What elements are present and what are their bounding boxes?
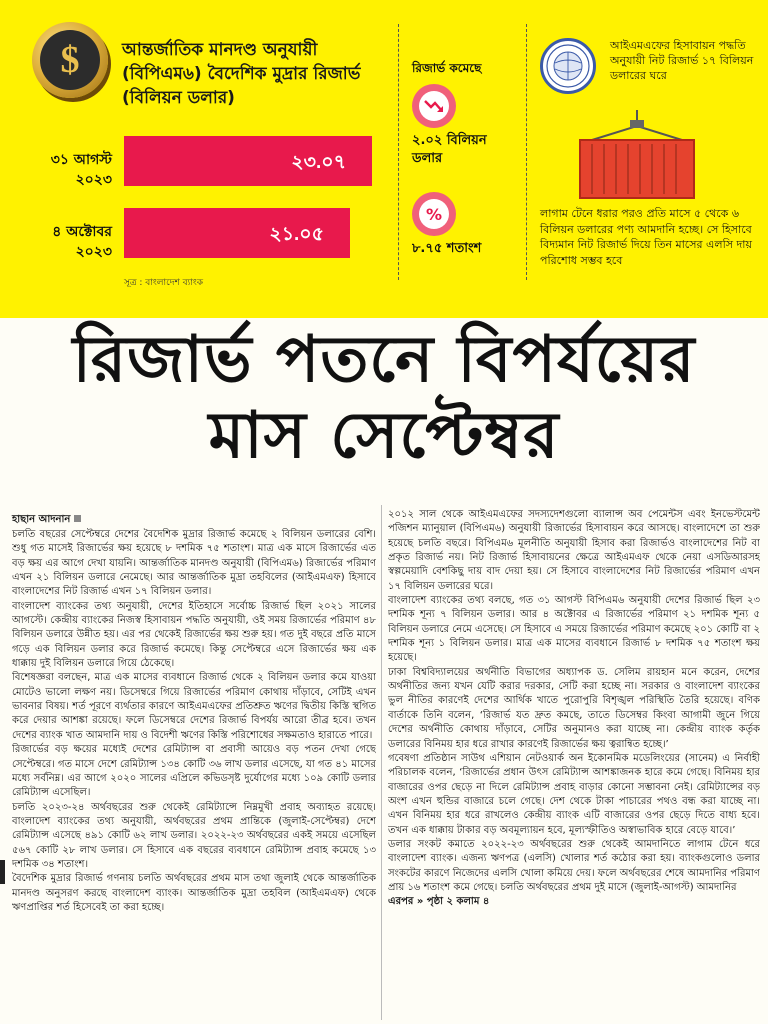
bar-value-august: ২৩.০৭: [291, 152, 346, 173]
infographic-title: আন্তর্জাতিক মানদণ্ড অনুযায়ী (বিপিএম৬) বৈদেশিক মুদ্রার রিজার্ভ (বিলিয়ন ডলার): [122, 40, 361, 108]
bar-label-august: ৩১ আগস্ট ২০২৩: [50, 152, 112, 188]
main-headline: [0, 322, 768, 474]
paragraph: চলতি বছরের সেপ্টেম্বরে দেশের বৈদেশিক মুদ্রার রিজার্ভ কমেছে ২ বিলিয়ন ডলারের বেশি। শুধু গত মাসেই রিজার্ভের ক্ষয় হয়েছে ৮ দশমিক ৭৫ শতাংশ। মাত্র এক মাসে রিজার্ভের এত বড় ক্ষয় এর আগে দেখা যায়নি। আন্তর্জাতিক মানদণ্ড অনুযায়ী (বিপিএম৬) রিজার্ভের পরিমাণ এখন ২১ বিলিয়ন ডলারে নেমেছে। আর আন্তর্জাতিক মুদ্রা তহবিলের (আইএমএফ) হিসাবে বাংলাদেশের নিট রিজার্ভ এখন ১৭ বিলিয়ন ডলার।: [12, 529, 376, 598]
dollar-sign: $: [40, 30, 100, 90]
paragraph: বাংলাদেশ ব্যাংকের তথ্য বলছে, গত ৩১ আগস্ট বিপিএম৬ অনুযায়ী দেশের রিজার্ভ ছিল ২৩ দশমিক শূন্য ৭ বিলিয়ন ডলার। আর ৪ অক্টোবর এ রিজার্ভের পরিমাণ ২১ দশমিক শূন্য ৫ বিলিয়ন ডলারে নেমে এসেছে। সে হিসাবে এ সময়ে রিজার্ভের পরিমাণ কমেছে ২০১ কোটি বা ২ দশমিক শূন্য ১ বিলিয়ন ডলার। মাত্র এক মাসের ব্যবধানে রিজার্ভ ৮ দশমিক ৭৫ শতাংশ ক্ষয় হয়েছে।: [388, 595, 760, 664]
author-name: হাছান আদনান: [12, 514, 71, 525]
headline-line-1: রিজার্ভ পতনে বিপর্যয়ের: [72, 323, 696, 397]
info-divider-2: [526, 24, 527, 280]
bar-label-october: ৪ অক্টোবর ২০২৩: [52, 224, 112, 260]
paragraph: বাংলাদেশ ব্যাংকের তথ্য অনুযায়ী, দেশের ইতিহাসে সর্বোচ্চ রিজার্ভ ছিল ২০২১ সালের আগস্টে। কেন্দ্রীয় ব্যাংকের নিজস্ব হিসাবায়ন পদ্ধতি অনুযায়ী, ওই সময় রিজার্ভের পরিমাণ ৪৮ বিলিয়ন ডলারে উন্নীত হয়। এর পর থেকেই রিজার্ভের ক্ষয় শুরু হয়। গত দুই বছরে প্রতি মাসে গড়ে এক বিলিয়ন ডলার করে রিজার্ভ কমেছে। কিন্তু সেপ্টেম্বরে এসে রিজার্ভের ক্ষয় এক ধাক্কায় দুই বিলিয়ন ডলারে গিয়ে ঠেকেছে।: [12, 600, 376, 670]
dollar-coin-icon: [32, 22, 108, 98]
imf-logo-icon: [540, 38, 596, 94]
reserve-bar-august: [124, 136, 372, 186]
paragraph: ডলার সংকট কমাতে ২০২২-২৩ অর্থবছরের শুরু থেকেই আমদানিতে লাগাম টেনে ধরে বাংলাদেশ ব্যাংক। এজন্য ঋণপত্র (এলসি) খোলার শর্ত কঠোর করা হয়। ব্যাংকগুলোও ডলার সংকটের কারণে নিজেদের এলসি খোলা কমিয়ে দেয়। ফলে অর্থবছরের শেষে আমদানির পরিমাণ প্রায় ১৬ শতাংশ কমে গেছে। চলতি অর্থবছরের প্রথম দুই মাসে (জুলাই-আগস্ট) আমদানির: [388, 838, 760, 893]
paragraph: রিজার্ভের বড় ক্ষয়ের মধ্যেই দেশের রেমিট্যান্স বা প্রবাসী আয়েও বড় পতন দেখা গেছে সেপ্টেম্বরে। গত মাসে দেশে রেমিট্যান্স ১৩৪ কোটি ৩৬ লাখ ডলার এসেছে, যা গত ৪১ মাসের মধ্যে সর্বনিম্ন। এর আগে ২০২০ সালের এপ্রিলে কভিডসৃষ্ট দুর্যোগের মধ্যে ১০৯ কোটি ডলার রেমিট্যান্স এসেছিল।: [12, 744, 376, 799]
paragraph: ঢাকা বিশ্ববিদ্যালয়ের অর্থনীতি বিভাগের অধ্যাপক ড. সেলিম রায়হান মনে করেন, দেশের অর্থনীতির জন্য যখন যেটি করার দরকার, সেটি করা হচ্ছে না। সরকার ও বাংলাদেশ ব্যাংকের ভুল নীতির কারণেই দেশের আর্থিক খাতে পুরোপুরি বিশৃঙ্খল পরিস্থিতি তৈরি হয়েছে। বণিক বার্তাকে তিনি বলেন, ‘রিজার্ভ যত দ্রুত কমছে, তাতে ডিসেম্বর কিংবা আগামী জুনে গিয়ে দেশের অর্থনীতি কোথায় দাঁড়াবে, সেটির অনুমানও করা যাচ্ছে না। কেন্দ্রীয় ব্যাংক কর্তৃক ডলারের বিনিময় হার ধরে রাখার কারণেই রিজার্ভের ক্ষয় ত্বরান্বিত হচ্ছে।’: [388, 666, 760, 750]
paragraph: গবেষণা প্রতিষ্ঠান সাউথ এশিয়ান নেটওয়ার্ক অন ইকোনমিক মডেলিংয়ের (সানেম) এ নির্বাহী পরিচালক বলেন, ‘রিজার্ভের প্রধান উৎস রেমিট্যান্স আশঙ্কাজনক হারে কমে গেছে। বিনিময় হার বাজারের ওপর ছেড়ে না দিলে রেমিট্যান্স প্রবাহ বাড়ার কোনো সম্ভাবনা নেই। রেমিট্যান্সের বড় অংশ এখন হুন্ডির বাজারে চলে গেছে। দেশ থেকে টাকা পাচারের পথও বন্ধ করা যাচ্ছে না। এখন বিনিময় হার ধরে রাখলেও কেন্দ্রীয় ব্যাংক এটি বাজারের ওপর ছেড়ে দিতে বাধ্য হবে। তখন এক ধাক্কায় টাকার বড় অবমূল্যায়ন হবে, মূল্যস্ফীতিও অস্বাভাবিক হারে বেড়ে যাবে।’: [388, 752, 760, 836]
paragraph: ২০১২ সাল থেকে আইএমএফের সদস্যদেশগুলো ব্যালান্স অব পেমেন্টস এবং ইনভেস্টমেন্ট পজিশন ম্যানুয়াল (বিপিএম৬) অনুযায়ী রিজার্ভের হিসাবায়ন করে আসছে। বাংলাদেশে তা শুরু হয়েছে চলতি বছরে। বিপিএম৬ মূলনীতি অনুযায়ী হিসাব করা রিজার্ভও বাংলাদেশের নিট বা প্রকৃত রিজার্ভ নয়। নিট রিজার্ভ হিসাবায়নের ক্ষেত্রে আইএমএফ থেকে নেয়া এসডিআরসহ স্বল্পমেয়াদি বেশকিছু দায় বাদ দেয়া হয়। সে হিসাবে বাংলাদেশের নিট রিজার্ভের পরিমাণ এখন ১৭ বিলিয়ন ডলারের ঘরে।: [388, 509, 760, 592]
paragraph: বিশেষজ্ঞরা বলছেন, মাত্র এক মাসের ব্যবধানে রিজার্ভ থেকে ২ বিলিয়ন ডলার কমে যাওয়া মোটেও ভালো লক্ষণ নয়। ডিসেম্বরে গিয়ে রিজার্ভের পরিমাণ কোথায় দাঁড়াবে, সেটিই এখন ভাবনার বিষয়। শর্ত পূরণে ব্যর্থতার কারণে আইএমএফের প্রতিশ্রুত ঋণের দ্বিতীয় কিস্তি স্থগিত করে দেয়ার আশঙ্কা রয়েছে। ফলে ডিসেম্বরে দেশের রিজার্ভ বিপর্যয় আরো তীব্র হবে। তখন দেশের ব্যাংক খাত আমদানি দায় ও বিদেশী ঋণের কিস্তি পরিশোধের সক্ষমতাও হারাতে পারে।: [12, 672, 376, 741]
article-column-left: [12, 528, 376, 1020]
byline: [12, 512, 81, 529]
decline-amount: ২.০২ বিলিয়ন ডলার: [412, 133, 487, 166]
source-note: সূত্র : বাংলাদেশ ব্যাংক: [124, 278, 204, 288]
reserve-infographic: [0, 0, 768, 318]
imf-net-reserve-note: আইএমএফের হিসাবায়ন পদ্ধতি অনুযায়ী নিট রিজার্ভ ১৭ বিলিয়ন ডলারের ঘরে: [610, 39, 754, 82]
info-divider-1: [398, 24, 399, 280]
reserve-bar-october: [124, 208, 350, 258]
headline-line-2: মাস সেপ্টেম্বর: [208, 399, 560, 473]
import-lc-note: লাগাম টেনে ধরার পরও প্রতি মাসে ৫ থেকে ৬ বিলিয়ন ডলারের পণ্য আমদানি হচ্ছে। সে হিসাবে বিদ্যমান নিট রিজার্ভ দিয়ে তিন মাসের এলসি দায় পরিশোধ সম্ভব হবে: [540, 207, 752, 267]
decline-percent: ৮.৭৫ শতাংশ: [412, 241, 482, 256]
shipping-container-icon: [562, 110, 712, 202]
column-separator: [381, 505, 382, 1020]
edge-fold-mark: [0, 860, 5, 884]
reserve-decline-heading: রিজার্ভ কমেছে: [412, 61, 482, 75]
downtrend-icon: [412, 84, 456, 128]
continuation-link[interactable]: এরপর » পৃষ্ঠা ২ কলাম ৪: [388, 896, 490, 908]
percent-icon: %: [412, 192, 456, 236]
bar-value-october: ২১.০৫: [269, 224, 324, 245]
paragraph: চলতি ২০২৩-২৪ অর্থবছরের শুরু থেকেই রেমিট্যান্সে নিম্নমুখী প্রবাহ অব্যাহত রয়েছে। বাংলাদেশ ব্যাংকের তথ্য অনুযায়ী, অর্থবছরের প্রথম প্রান্তিকে (জুলাই-সেপ্টেম্বর) দেশে রেমিট্যান্স এসেছে ৪৯১ কোটি ৬২ লাখ ডলার। ২০২২-২৩ অর্থবছরের একই সময়ে এসেছিল ৫৬৭ কোটি ২৮ লাখ ডলার। সে হিসাবে এক বছরের ব্যবধানে রেমিট্যান্স প্রবাহ কমেছে ১৩ দশমিক ৩৪ শতাংশ।: [12, 801, 376, 870]
paragraph: বৈদেশিক মুদ্রার রিজার্ভ গণনায় চলতি অর্থবছরের প্রথম মাস তথা জুলাই থেকে আন্তর্জাতিক মানদণ্ড অনুসরণ করছে বাংলাদেশ ব্যাংক। আন্তর্জাতিক মুদ্রা তহবিল (আইএমএফ) থেকে ঋণপ্রাপ্তির শর্ত হিসেবেই তা করা হচ্ছে।: [12, 873, 376, 913]
byline-square-icon: [74, 515, 81, 522]
article-column-right: [388, 508, 760, 1022]
